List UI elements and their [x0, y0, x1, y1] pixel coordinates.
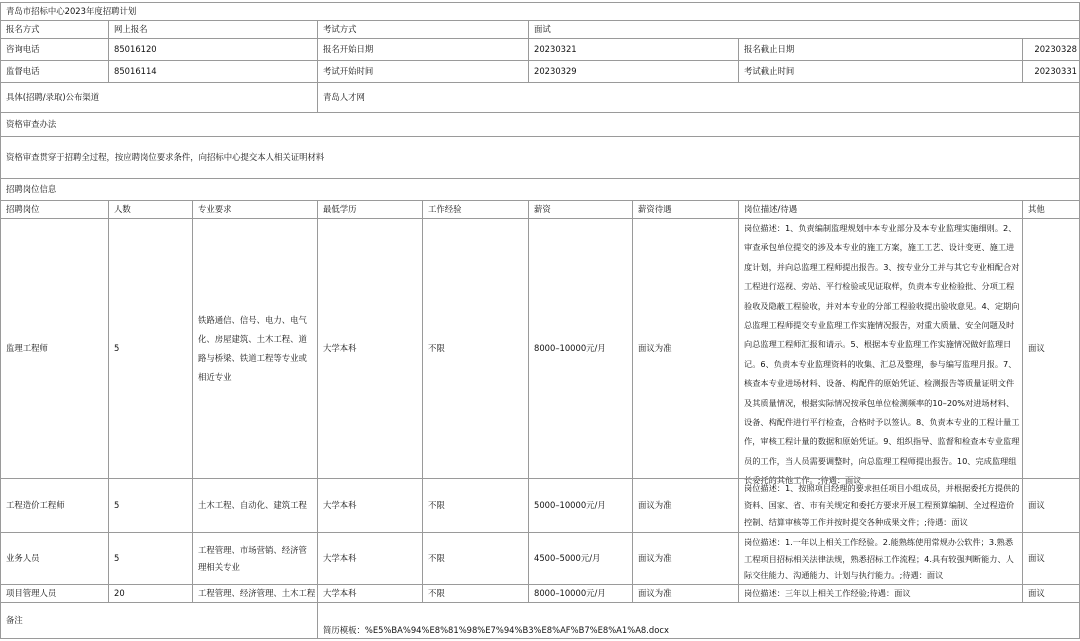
row2-treatment: 面议为准 — [632, 478, 738, 532]
col-header-major: 专业要求 — [192, 200, 317, 218]
row2-other: 面议 — [1022, 478, 1080, 532]
row1-major: 铁路通信、信号、电力、电气化、房屋建筑、土木工程、道路与桥梁、铁道工程等专业或相近专业 — [192, 218, 317, 478]
consult-phone-label: 咨询电话 — [0, 38, 108, 60]
row2-count: 5 — [108, 478, 192, 532]
row2-major: 土木工程、自动化、建筑工程 — [192, 478, 317, 532]
exam-start-value: 20230329 — [528, 60, 738, 82]
col-header-treatment: 薪资待遇 — [632, 200, 738, 218]
row3-experience: 不限 — [422, 532, 528, 584]
row4-count: 20 — [108, 584, 192, 602]
row4-treatment: 面议为准 — [632, 584, 738, 602]
channel-value: 青岛人才网 — [317, 82, 1080, 112]
row1-treatment: 面议为准 — [632, 218, 738, 478]
row4-major: 工程管理、经济管理、土木工程 — [192, 584, 317, 602]
row3-major: 工程管理、市场营销、经济管理相关专业 — [192, 532, 317, 584]
exam-end-value: 20230331 — [1022, 60, 1080, 82]
row3-description: 岗位描述：1.一年以上相关工作经验。2.能熟练使用常规办公软件；3.熟悉工程项目招标相关法律法规，熟悉招标工作流程；4.具有较强判断能力、人际交往能力、沟通能力、计划与执行能力。;待遇：面议 — [738, 532, 1022, 584]
col-header-education: 最低学历 — [317, 200, 422, 218]
row3-position: 业务人员 — [0, 532, 108, 584]
row1-experience: 不限 — [422, 218, 528, 478]
row1-education: 大学本科 — [317, 218, 422, 478]
row1-salary: 8000–10000元/月 — [528, 218, 632, 478]
exam-start-label: 考试开始时间 — [317, 60, 528, 82]
reg-start-label: 报名开始日期 — [317, 38, 528, 60]
reg-end-label: 报名截止日期 — [738, 38, 1022, 60]
row4-description: 岗位描述：三年以上相关工作经验;待遇：面议 — [738, 584, 1022, 602]
resume-template-file-link[interactable]: %E5%BA%94%E8%81%98%E7%94%B3%E8%AF%B7%E8%A1%A8.docx — [364, 624, 669, 635]
col-header-other: 其他 — [1022, 200, 1080, 218]
supervise-phone-value: 85016114 — [108, 60, 317, 82]
supervise-phone-label: 监督电话 — [0, 60, 108, 82]
reg-method-label: 报名方式 — [0, 20, 108, 38]
row1-description: 岗位描述：1、负责编制监理规划中本专业部分及本专业监理实施细则。2、审查承包单位提交的涉及本专业的施工方案，施工工艺、设计变更、施工进度计划，并向总监理工程师提出报告。3、按专业分工并与其它专业相配合对工程进行巡视、旁站、平行检验或见证取样，负责本专业检验批、分项工程验收及隐蔽工程验收，并对本专业的分部工程验收提出验收意见。4、定期向总监理工程师提交专业监理工作实施情况报告，对重大质量、安全问题及时向总监理工程师汇报和请示。5、根据本专业监理工作实施情况做好监理日记。6、负责本专业监理资料的收集、汇总及整理，参与编写监理月报。7、核查本专业进场材料、设备、构配件的原始凭证、检测报告等质量证明文件及其质量情况，根据实际情况按承包单位检测频率的10–20%对进场材料、设备、构配件进行平行检查，合格时予以签认。8、负责本专业的工程计量工作，审核工程计量的数据和原始凭证。9、组织指导、监督和检查本专业监理员的工作，当人员需要调整时，向总监理工程师提出报告。10、完成监理组长委托的其他工作。;待遇：面议 — [738, 218, 1022, 478]
col-header-count: 人数 — [108, 200, 192, 218]
channel-label: 具体(招聘/录取)公布渠道 — [0, 82, 317, 112]
row4-experience: 不限 — [422, 584, 528, 602]
row1-count: 5 — [108, 218, 192, 478]
row2-education: 大学本科 — [317, 478, 422, 532]
row4-salary: 8000–10000元/月 — [528, 584, 632, 602]
consult-phone-value: 85016120 — [108, 38, 317, 60]
row3-other: 面议 — [1022, 532, 1080, 584]
row1-other: 面议 — [1022, 218, 1080, 478]
resume-template-label: 简历模板： — [323, 624, 365, 635]
row3-education: 大学本科 — [317, 532, 422, 584]
review-method-label: 资格审查办法 — [0, 112, 1080, 136]
row4-education: 大学本科 — [317, 584, 422, 602]
resume-template — [317, 602, 1080, 638]
exam-end-label: 考试截止时间 — [738, 60, 1022, 82]
col-header-experience: 工作经验 — [422, 200, 528, 218]
notes-label: 备注 — [0, 602, 317, 638]
exam-method-value: 面试 — [528, 20, 1080, 38]
table-border-bottom — [0, 638, 1080, 639]
col-header-salary: 薪资 — [528, 200, 632, 218]
table-title: 青岛市招标中心2023年度招聘计划 — [0, 2, 1080, 20]
positions-section-label: 招聘岗位信息 — [0, 178, 1080, 200]
reg-start-value: 20230321 — [528, 38, 738, 60]
exam-method-label: 考试方式 — [317, 20, 528, 38]
row3-salary: 4500–5000元/月 — [528, 532, 632, 584]
row4-position: 项目管理人员 — [0, 584, 108, 602]
reg-end-value: 20230328 — [1022, 38, 1080, 60]
row4-other: 面议 — [1022, 584, 1080, 602]
reg-method-value: 网上报名 — [108, 20, 317, 38]
row1-position: 监理工程师 — [0, 218, 108, 478]
row2-experience: 不限 — [422, 478, 528, 532]
row3-treatment: 面议为准 — [632, 532, 738, 584]
row2-description: 岗位描述：1、按照项目经理的要求担任项目小组成员，并根据委托方提供的资料、国家、省、市有关规定和委托方要求开展工程预算编制、全过程造价控制、结算审核等工作并按时提交各种成果文件；;待遇：面议 — [738, 478, 1022, 532]
col-header-position: 招聘岗位 — [0, 200, 108, 218]
col-header-description: 岗位描述/待遇 — [738, 200, 1022, 218]
row3-count: 5 — [108, 532, 192, 584]
row2-position: 工程造价工程师 — [0, 478, 108, 532]
row2-salary: 5000–10000元/月 — [528, 478, 632, 532]
review-method-text: 资格审查贯穿于招聘全过程，按应聘岗位要求条件，向招标中心提交本人相关证明材料 — [0, 136, 1080, 178]
